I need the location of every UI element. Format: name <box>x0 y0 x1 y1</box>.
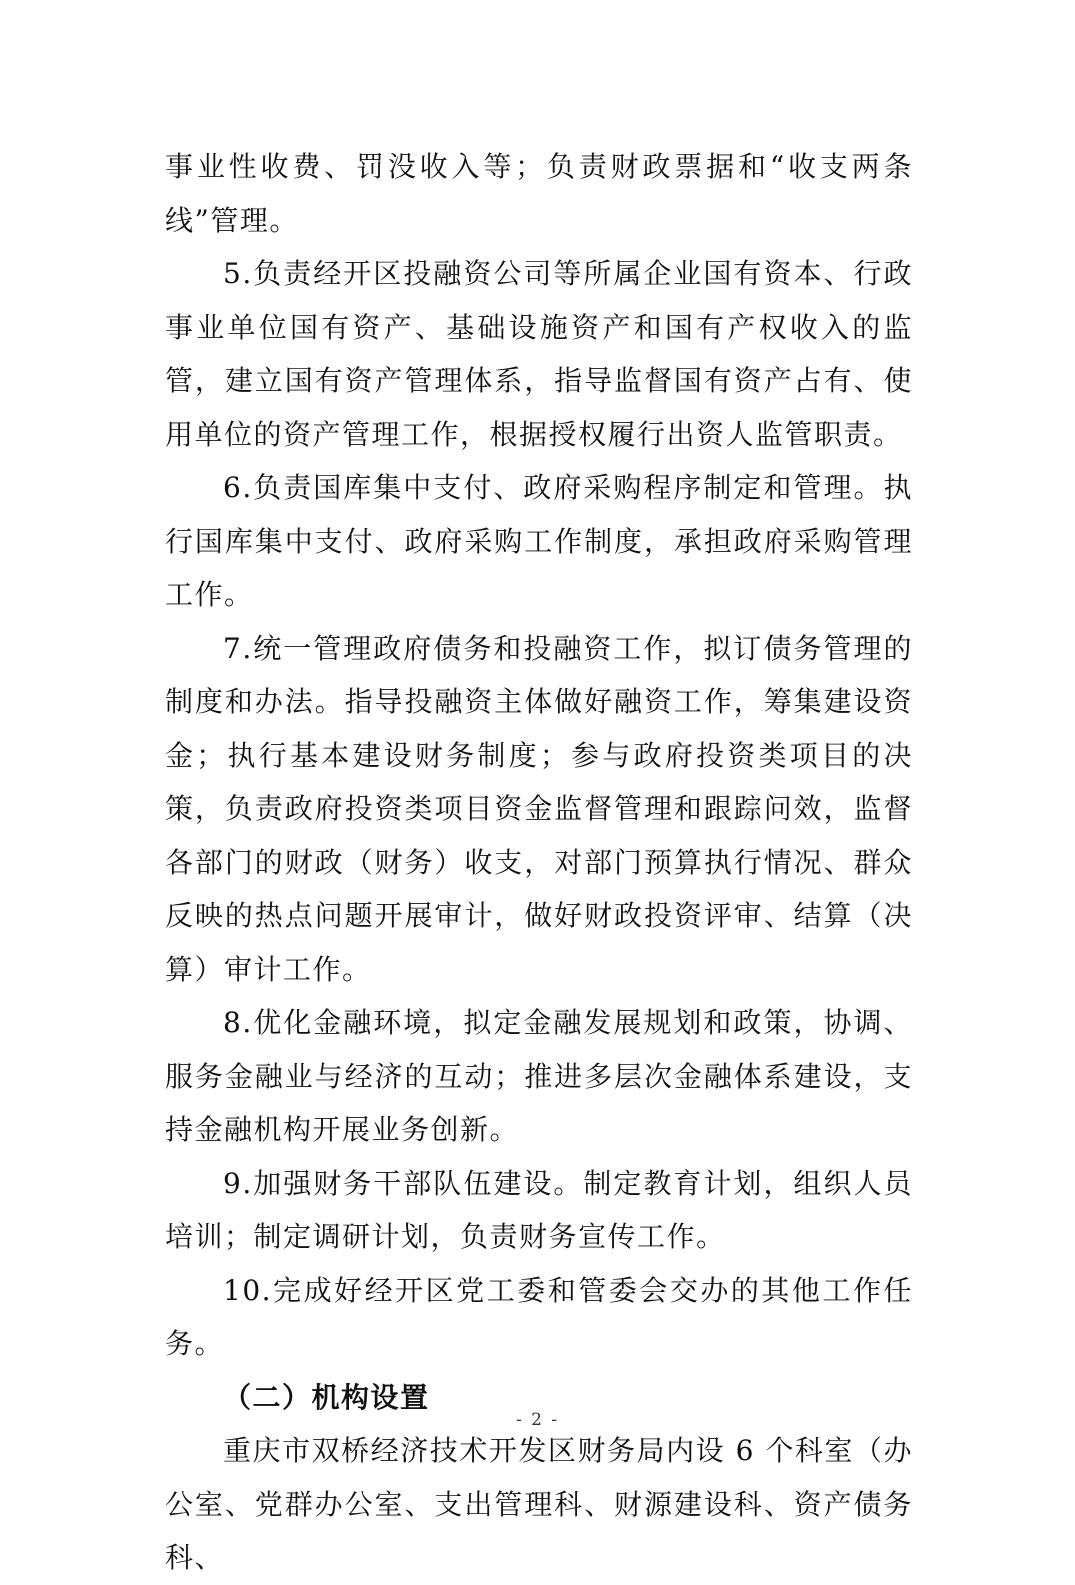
paragraph-item-10: 10.完成好经开区党工委和管委会交办的其他工作任务。 <box>165 1273 913 1360</box>
section-heading: （二）机构设置 <box>223 1380 430 1414</box>
section-paragraph: 重庆市双桥经济技术开发区财务局内设 6 个科室（办公室、党群办公室、支出管理科、财源建设科、资产债务科、 <box>165 1434 913 1574</box>
page-number: - 2 - <box>515 1410 560 1430</box>
paragraph-item-8: 8.优化金融环境，拟定金融发展规划和政策，协调、服务金融业与经济的互动；推进多层次金融体系建设，支持金融机构开展业务创新。 <box>165 1006 913 1146</box>
paragraph-item-6: 6.负责国库集中支付、政府采购程序制定和管理。执行国库集中支付、政府采购工作制度，承担政府采购管理工作。 <box>165 471 913 611</box>
paragraph-item-9: 9.加强财务干部队伍建设。制定教育计划，组织人员培训；制定调研计划，负责财务宣传工作。 <box>165 1166 913 1253</box>
paragraph-item-5: 5.负责经开区投融资公司等所属企业国有资本、行政事业单位国有资产、基础设施资产和国有产权收入的监管，建立国有资产管理体系，指导监督国有资产占有、使用单位的资产管理工作，根据授权履行出资人监管职责。 <box>165 257 913 451</box>
paragraph-item-7: 7.统一管理政府债务和投融资工作，拟订债务管理的制度和办法。指导投融资主体做好融资工作，筹集建设资金；执行基本建设财务制度；参与政府投资类项目的决策，负责政府投资类项目资金监督管理和跟踪问效，监督各部门的财政（财务）收支，对部门预算执行情况、群众反映的热点问题开展审计，做好财政投资评审、结算（决算）审计工作。 <box>165 631 913 986</box>
document-body <box>165 140 913 1585</box>
paragraph-continued: 事业性收费、罚没收入等；负责财政票据和“收支两条线”管理。 <box>165 150 913 237</box>
